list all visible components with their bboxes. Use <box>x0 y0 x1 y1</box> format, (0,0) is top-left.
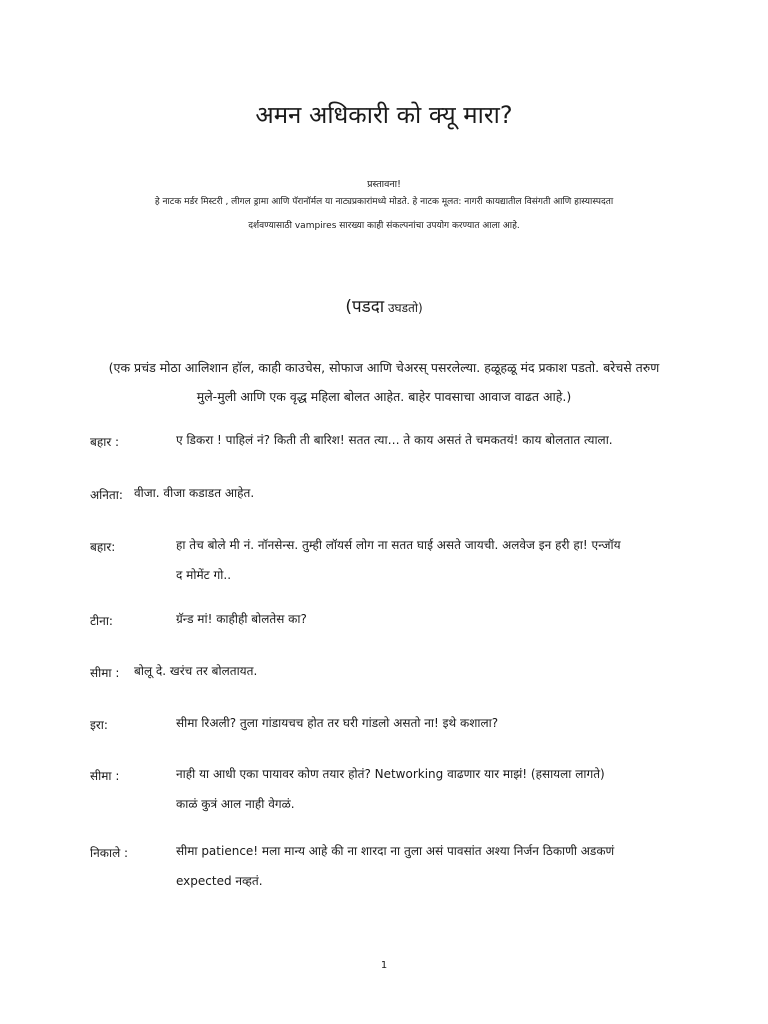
speaker-name: अनिता: <box>90 488 123 502</box>
dialogue-text <box>176 836 696 896</box>
stage-direction <box>82 353 686 411</box>
speaker-name: बहार: <box>90 540 116 554</box>
dialogue-text: सीमा रिअली? तुला गांडायचच होत तर घरी गांडलो असतो ना! इथे कशाला? <box>176 716 499 730</box>
dialogue-line: द मोमेंट गो.. <box>176 568 232 582</box>
dialogue-line: काळं कुत्रं आल नाही वेगळं. <box>176 797 295 811</box>
page-number: 1 <box>380 960 388 971</box>
dialogue-text: वीजा. वीजा कडाडत आहेत. <box>134 486 255 500</box>
speaker-name: निकाले : <box>90 846 129 860</box>
curtain-main: (पडदा <box>345 297 385 317</box>
document-title: अमन अधिकारी को क्यू मारा? <box>255 101 513 129</box>
stage-direction-line-1: (एक प्रचंड मोठा आलिशान हॉल, काही काउचेस, सोफाज आणि चेअरस् पसरलेल्या. हळूहळू मंद प्रकाश पडतो. बरेचसे तरुण <box>108 360 660 375</box>
dialogue-text: ए डिकरा ! पाहिलं नं? किती ती बारिश! सतत त्या… ते काय असतं ते चमकतयं! काय बोलतात त्याला. <box>176 433 613 447</box>
dialogue-line: हा तेच बोले मी नं. नॉनसेन्स. तुम्ही लॉयर्स लोग ना सतत घाई असते जायची. अलवेज इन हरी हा! एन्जॉय <box>176 538 621 552</box>
curtain-rest: उघडतो) <box>384 301 423 315</box>
preface-heading: प्रस्तावना! <box>367 179 401 190</box>
speaker-name: बहार : <box>90 435 120 449</box>
preface-line-2: दर्शवण्यासाठी vampires सारख्या काही संकल्पनांचा उपयोग करण्यात आला आहे. <box>248 221 520 231</box>
curtain-heading <box>0 294 768 317</box>
speaker-name: सीमा : <box>90 769 120 783</box>
speaker-name: सीमा : <box>90 666 120 680</box>
preface-line-1: हे नाटक मर्डर मिस्टरी , लीगल ड्रामा आणि पॅरानॉर्मल या नाट्यप्रकारांमध्ये मोडते. हे नाटक मूलत: नागरी कायद्यातील विसंगती आणि हास्यास्पदता <box>154 197 614 207</box>
dialogue-line: expected नव्हतं. <box>176 874 263 888</box>
speaker-name: टीना: <box>90 614 113 628</box>
dialogue-line: सीमा patience! मला मान्य आहे की ना शारदा ना तुला असं पावसांत अश्या निर्जन ठिकाणी अडकणं <box>176 844 615 858</box>
dialogue-text: ग्रॅन्ड मां! काहीही बोलतेस का? <box>176 612 307 626</box>
speaker-name: इरा: <box>90 718 108 732</box>
dialogue-text: बोलू दे. खरंच तर बोलतायत. <box>134 664 258 678</box>
dialogue-line: नाही या आधी एका पायावर कोण तयार होतं? Networking वाढणार यार माझं! (हसायला लागते) <box>176 767 605 781</box>
stage-direction-line-2: मुले-मुली आणि एक वृद्ध महिला बोलत आहेत. बाहेर पावसाचा आवाज वाढत आहे.) <box>196 389 572 404</box>
dialogue-text <box>176 530 696 590</box>
dialogue-text <box>176 759 696 819</box>
